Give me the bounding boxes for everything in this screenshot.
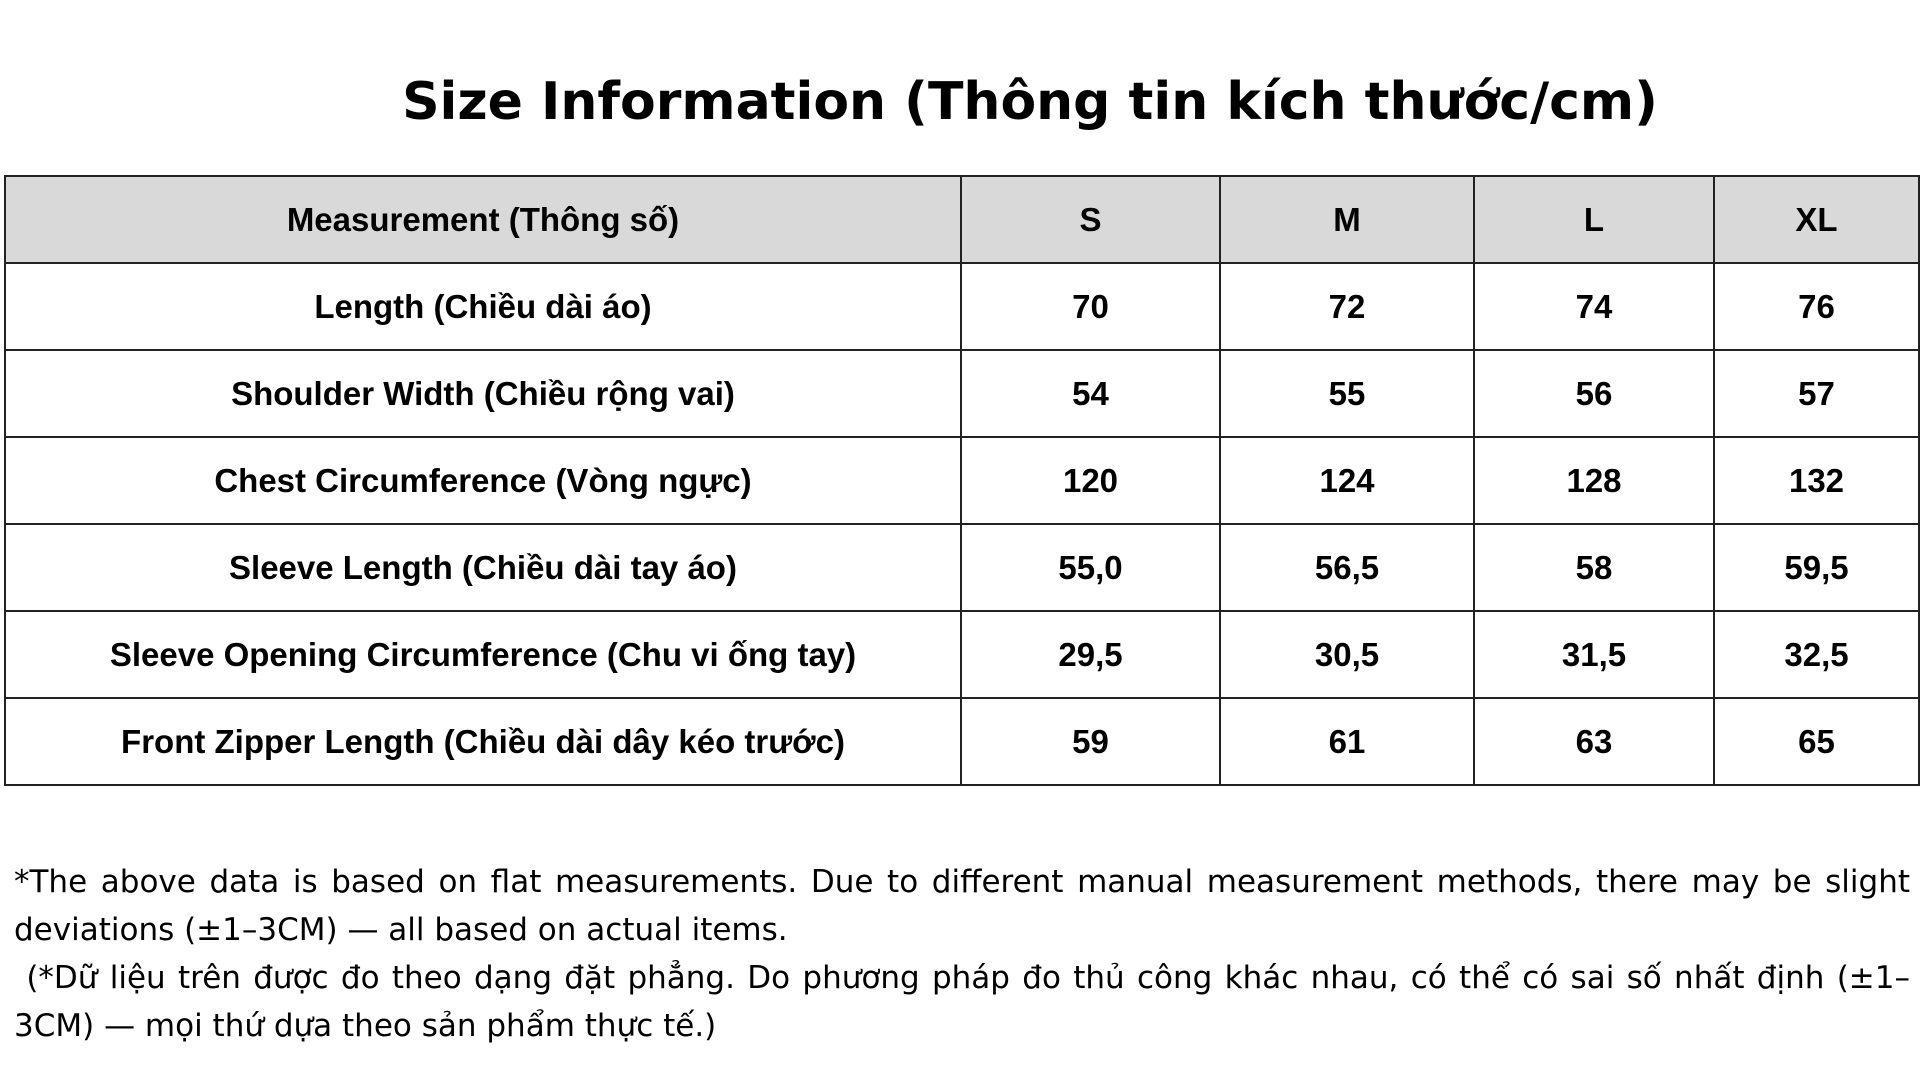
row-label: Sleeve Length (Chiều dài tay áo) [5, 524, 961, 611]
cell-value: 132 [1714, 437, 1919, 524]
column-header-l: L [1474, 176, 1714, 263]
cell-value: 32,5 [1714, 611, 1919, 698]
cell-value: 72 [1220, 263, 1474, 350]
row-label: Chest Circumference (Vòng ngực) [5, 437, 961, 524]
note-english: *The above data is based on flat measurements. Due to different manual measurement methods, there may be slight deviations (±1–3CM) — all based on actual items. [14, 864, 1910, 948]
table-row [5, 611, 1919, 698]
page-title: Size Information (Thông tin kích thước/cm) [402, 72, 1658, 132]
cell-value: 61 [1220, 698, 1474, 785]
cell-value: 57 [1714, 350, 1919, 437]
cell-value: 59,5 [1714, 524, 1919, 611]
table-row [5, 524, 1919, 611]
column-header-xl: XL [1714, 176, 1919, 263]
row-label: Shoulder Width (Chiều rộng vai) [5, 350, 961, 437]
row-label: Length (Chiều dài áo) [5, 263, 961, 350]
table-row [5, 698, 1919, 785]
cell-value: 31,5 [1474, 611, 1714, 698]
column-header-s: S [961, 176, 1220, 263]
cell-value: 54 [961, 350, 1220, 437]
cell-value: 74 [1474, 263, 1714, 350]
size-table [4, 175, 1920, 786]
cell-value: 63 [1474, 698, 1714, 785]
cell-value: 29,5 [961, 611, 1220, 698]
cell-value: 120 [961, 437, 1220, 524]
measurement-note [14, 858, 1910, 1050]
cell-value: 65 [1714, 698, 1919, 785]
cell-value: 58 [1474, 524, 1714, 611]
cell-value: 128 [1474, 437, 1714, 524]
table-row [5, 350, 1919, 437]
cell-value: 55 [1220, 350, 1474, 437]
row-label: Front Zipper Length (Chiều dài dây kéo trước) [5, 698, 961, 785]
cell-value: 59 [961, 698, 1220, 785]
row-label: Sleeve Opening Circumference (Chu vi ống tay) [5, 611, 961, 698]
cell-value: 76 [1714, 263, 1919, 350]
cell-value: 55,0 [961, 524, 1220, 611]
table-row [5, 263, 1919, 350]
cell-value: 70 [961, 263, 1220, 350]
table-header-row [5, 176, 1919, 263]
cell-value: 30,5 [1220, 611, 1474, 698]
cell-value: 56,5 [1220, 524, 1474, 611]
column-header-measurement: Measurement (Thông số) [5, 176, 961, 263]
cell-value: 56 [1474, 350, 1714, 437]
table-row [5, 437, 1919, 524]
column-header-m: M [1220, 176, 1474, 263]
cell-value: 124 [1220, 437, 1474, 524]
note-vietnamese: (*Dữ liệu trên được đo theo dạng đặt phẳng. Do phương pháp đo thủ công khác nhau, có thể có sai số nhất định (±1–3CM) — mọi thứ dựa theo sản phẩm thực tế.) [14, 960, 1910, 1044]
